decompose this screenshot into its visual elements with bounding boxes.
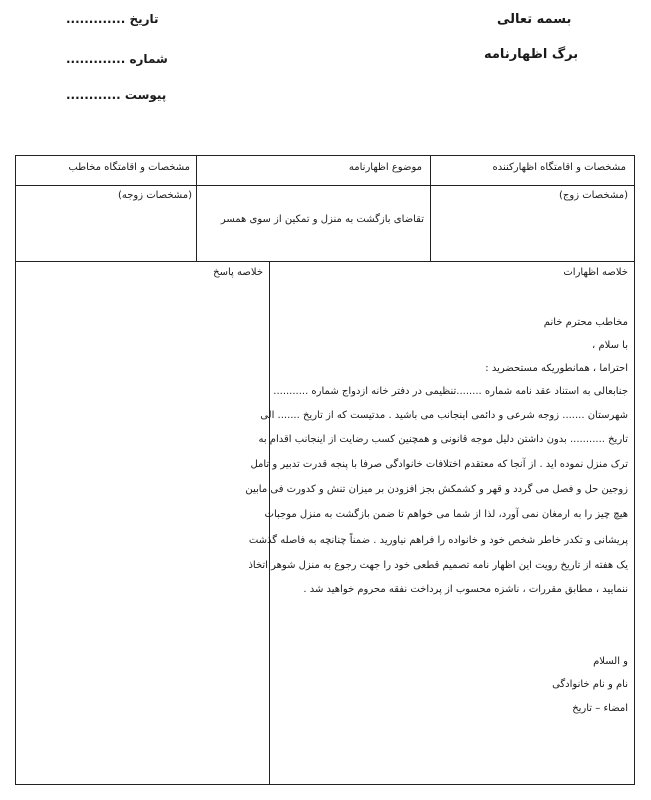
subject-column-header: موضوع اظهارنامه <box>348 162 422 173</box>
number-label: شماره ............. <box>66 52 168 66</box>
letter-line: هیچ چیز را به ارمغان نمی آورد، لذا از شما می خواهم تا ضمن بازگشت به منزل موجبات <box>264 509 628 520</box>
letter-line: پریشانی و تکدر خاطر شخص خود و خانواده را فراهم نیاورید . ضمناً چنانچه به فاصله گذشت <box>248 535 628 546</box>
letter-line: ننمایید ، مطابق مقررات ، ناشزه محسوب از پرداخت نفقه محروم خواهید شد . <box>303 584 628 595</box>
subject-info: تقاضای بازگشت به منزل و تمکین از سوی همسر <box>220 214 424 225</box>
date-label: تاریخ ............. <box>66 12 159 26</box>
declarant-column-header: مشخصات و اقامتگاه اظهارکننده <box>492 162 626 173</box>
addressee-info: (مشخصات زوجه) <box>117 190 192 201</box>
signature-line: امضاء – تاریخ <box>572 703 628 714</box>
name-line: نام و نام خانوادگی <box>552 679 628 690</box>
letter-line: ترک منزل نموده اید . از آنجا که معتقدم اختلافات خانوادگی صرفا با پنجه قدرت تدبیر و تامل <box>250 459 628 470</box>
form-title: برگ اظهارنامه <box>484 47 579 62</box>
letter-line: یک هفته از تاریخ رویت این اظهار نامه تصمیم قطعی خود را جهت رجوع به منزل شوهر اتخاذ <box>248 560 628 571</box>
letter-closing: و السلام <box>593 656 628 667</box>
letter-line: شهرستان ....... زوجه شرعی و دائمی اینجانب می باشید . مدتیست که از تاریخ ....... الی <box>260 410 628 421</box>
declarant-info: (مشخصات زوج) <box>559 190 628 201</box>
letter-line: با سلام ، <box>592 340 628 351</box>
letter-line: مخاطب محترم خانم <box>543 317 628 328</box>
invocation: بسمه تعالی <box>497 12 572 27</box>
letter-line: جنابعالی به استناد عقد نامه شماره ........تنظیمی در دفتر خانه ازدواج شماره ........... <box>273 386 628 397</box>
letter-line: احتراما ، همانطوریکه مستحضرید : <box>485 363 628 374</box>
attachment-label: پیوست ............ <box>66 88 167 102</box>
letter-body <box>245 156 636 786</box>
declaration-table <box>15 155 635 785</box>
letter-line: زوجین حل و فصل می گردد و قهر و کشمکش بجز افزودن بر میزان تنش و کدورت فی مابین <box>245 484 628 495</box>
letter-line: تاریخ ........... بدون داشتن دلیل موجه قانونی و همچنین کسب رضایت از اینجانب اقدام به <box>258 434 628 445</box>
addressee-column-header: مشخصات و اقامتگاه مخاطب <box>68 162 190 173</box>
summary-title: خلاصه اظهارات <box>563 267 628 278</box>
reply-title: خلاصه پاسخ <box>213 267 263 278</box>
